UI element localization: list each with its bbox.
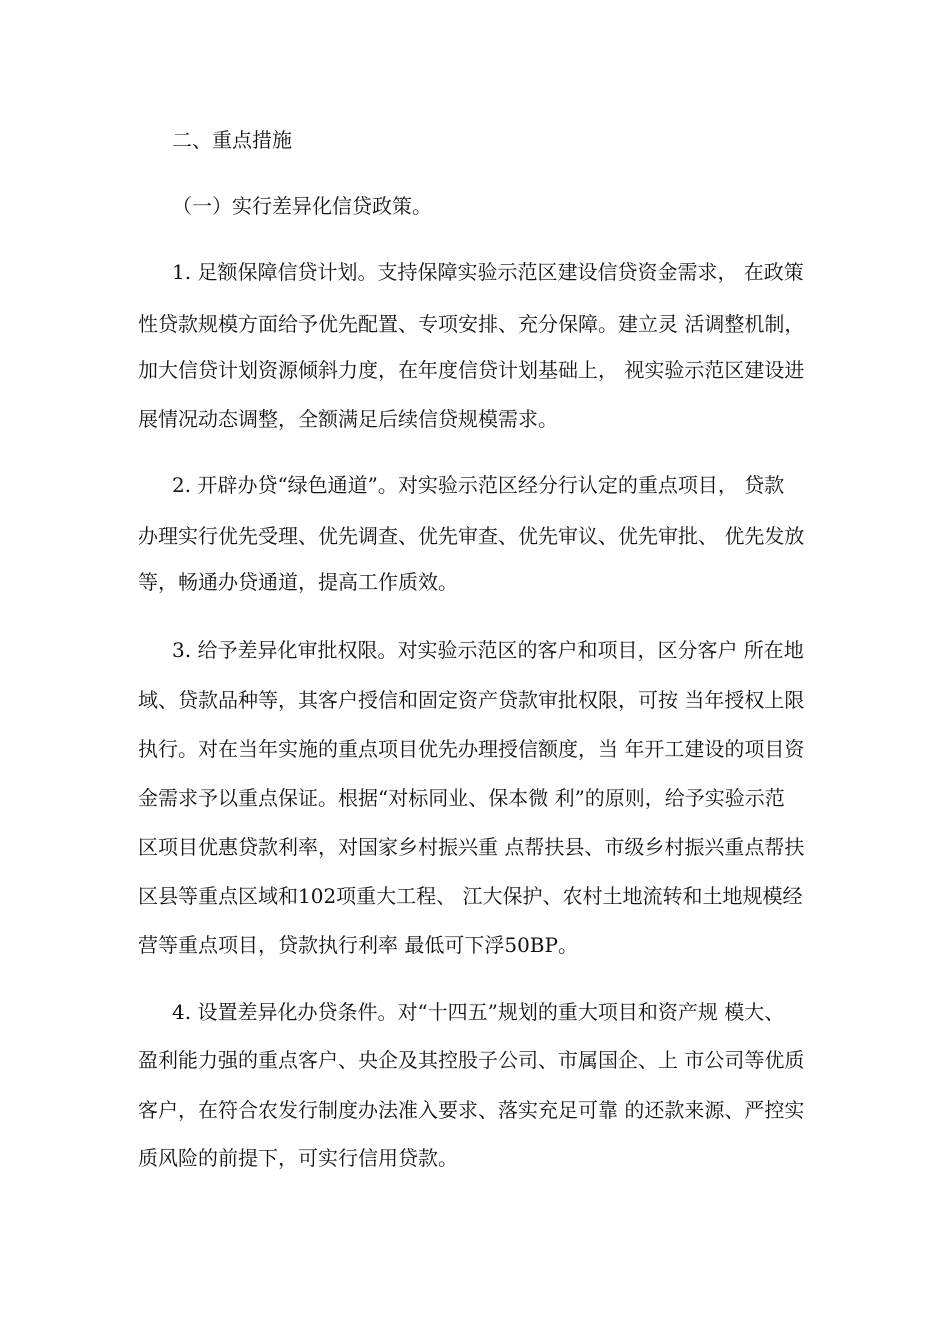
paragraph-line: 金需求予以重点保证。根据“对标同业、保本微 利”的原则，给予实验示范 bbox=[138, 786, 785, 810]
paragraph-line: 营等重点项目，贷款执行利率 最低可下浮50BP。 bbox=[138, 933, 578, 957]
paragraph-line: 质风险的前提下，可实行信用贷款。 bbox=[138, 1146, 458, 1170]
paragraph-line: 展情况动态调整，全额满足后续信贷规模需求。 bbox=[138, 407, 558, 431]
paragraph-line: 客户，在符合农发行制度办法准入要求、落实充足可靠 的还款来源、严控实 bbox=[138, 1098, 805, 1122]
section-heading: 二、重点措施 bbox=[172, 128, 292, 152]
paragraph-line: 2. 开辟办贷“绿色通道”。对实验示范区经分行认定的重点项目， 贷款 bbox=[172, 473, 785, 497]
paragraph-line: 4. 设置差异化办贷条件。对“十四五”规划的重大项目和资产规 模大、 bbox=[172, 1000, 785, 1024]
paragraph-line: 域、贷款品种等，其客户授信和固定资产贷款审批权限，可按 当年授权上限 bbox=[138, 688, 805, 712]
paragraph-line: 区县等重点区域和102项重大工程、 江大保护、农村土地流转和土地规模经 bbox=[138, 884, 803, 908]
paragraph-line: 办理实行优先受理、优先调查、优先审查、优先审议、优先审批、 优先发放 bbox=[138, 524, 805, 548]
paragraph-line: 盈利能力强的重点客户、央企及其控股子公司、市属国企、上 市公司等优质 bbox=[138, 1048, 805, 1072]
paragraph-line: 区项目优惠贷款利率，对国家乡村振兴重 点帮扶县、市级乡村振兴重点帮扶 bbox=[138, 835, 805, 859]
subsection-heading: （一）实行差异化信贷政策。 bbox=[172, 194, 432, 218]
paragraph-line: 加大信贷计划资源倾斜力度，在年度信贷计划基础上， 视实验示范区建设进 bbox=[138, 358, 805, 382]
paragraph-line: 性贷款规模方面给予优先配置、专项安排、充分保障。建立灵 活调整机制， bbox=[138, 312, 805, 336]
paragraph-line: 执行。对在当年实施的重点项目优先办理授信额度，当 年开工建设的项目资 bbox=[138, 737, 805, 761]
paragraph-line: 3. 给予差异化审批权限。对实验示范区的客户和项目，区分客户 所在地 bbox=[172, 638, 804, 662]
paragraph-line: 1. 足额保障信贷计划。支持保障实验示范区建设信贷资金需求， 在政策 bbox=[172, 260, 804, 284]
paragraph-line: 等，畅通办贷通道，提高工作质效。 bbox=[138, 570, 458, 594]
